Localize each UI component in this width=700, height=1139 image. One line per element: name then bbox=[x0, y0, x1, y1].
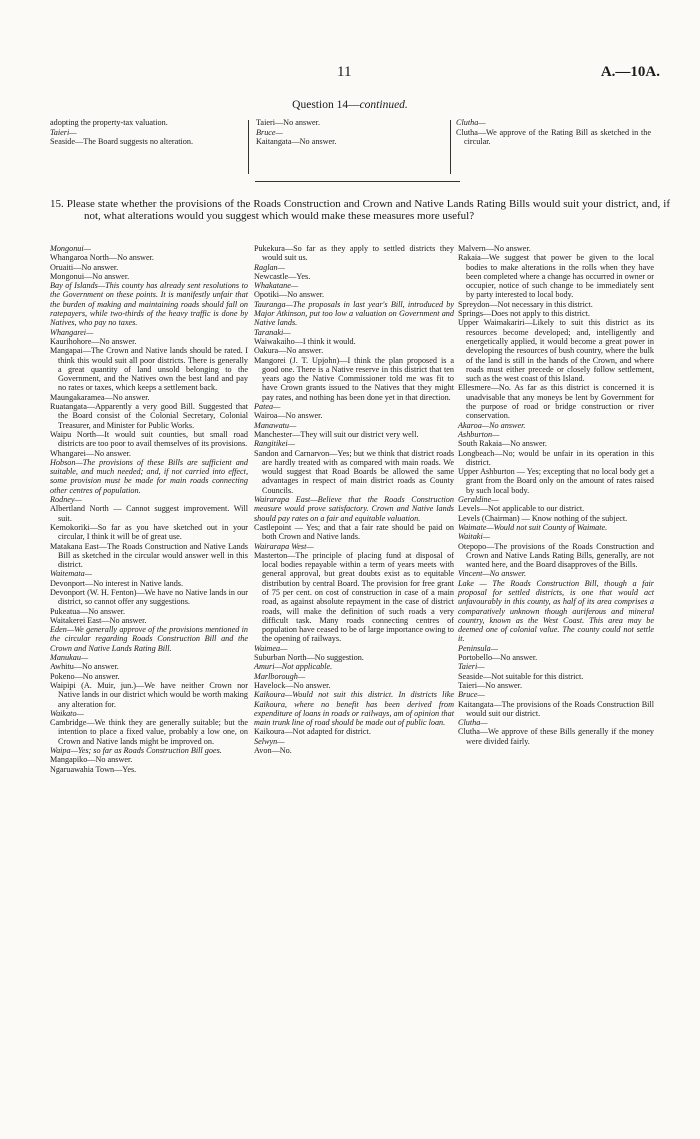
district-heading: Kaikoura—Would not suit this district. In districts like Kaikoura, where no benefit has been derived from expenditure of loans in roads or railways, am of opinion that main trunk line of road should be made out of public loan. bbox=[254, 690, 454, 728]
district-heading: Hobson—The provisions of these Bills are sufficient and suitable, and much needed; and, if not carried into effect, some provision must be made for main roads connecting other centres of population. bbox=[50, 457, 248, 495]
district-entry: Awhitu—No answer. bbox=[50, 662, 119, 672]
district-entry: Malvern—No answer. bbox=[458, 244, 531, 253]
district-heading: Mongonui— bbox=[50, 244, 91, 253]
district-entry: Opotiki—No answer. bbox=[254, 290, 325, 300]
district-heading: Tauranga—The proposals in last year's Bill, introduced by Major Atkinson, put too low a valuation on Government and Native lands. bbox=[254, 299, 454, 328]
district-heading: Vincent—No answer. bbox=[458, 569, 527, 579]
district-entry: Ruatangata—Apparently a very good Bill. Suggested that the Board consist of the Colonial Secretary, Colonial Treasurer, and Minister for Public Works. bbox=[50, 402, 248, 430]
district-entry: Taieri—No answer. bbox=[256, 118, 320, 127]
district-heading: Waikato— bbox=[50, 708, 84, 718]
district-entry: Whangarei—No answer. bbox=[50, 448, 131, 458]
district-entry: Suburban North—No suggestion. bbox=[254, 653, 364, 663]
district-heading: Clutha— bbox=[458, 718, 488, 728]
question-14-title: Question 14— bbox=[292, 99, 360, 111]
q14-column-3 bbox=[456, 118, 651, 147]
q14-column-2 bbox=[256, 118, 446, 147]
district-entry: Kaurihohore—No answer. bbox=[50, 336, 137, 346]
district-entry: South Rakaia—No answer. bbox=[458, 439, 547, 449]
district-heading: Waitaki— bbox=[458, 532, 490, 542]
q14-divider-2 bbox=[450, 120, 451, 174]
district-entry: Kaikoura—Not adapted for district. bbox=[254, 727, 371, 737]
district-entry: Ngaruawahia Town—Yes. bbox=[50, 764, 137, 774]
district-heading: Waimate—Would not suit County of Waimate. bbox=[458, 522, 608, 532]
district-entry: Spreydon—Not necessary in this district. bbox=[458, 299, 593, 309]
district-heading: Wairarapa East—Believe that the Roads Construction measure would prove satisfactory. Crown and Native lands should pay rates on a fair and equitable valuation. bbox=[254, 495, 454, 523]
section-divider bbox=[255, 181, 460, 182]
district-heading: Bay of Islands—This county has already sent resolutions to the Government on these points. It is manifestly unfair that the burden of making and maintaining roads should fall on ratepayers, while two-thirds of the heavy traffic is done by Natives, who pay no taxes. bbox=[50, 281, 248, 328]
district-entry: Mangorei (J. T. Upjohn)—I think the plan proposed is a good one. There is a Native reserve in this district that ten years ago the Native Commissioner told me was fit to have Crown grants issued to the Natives that they might pay rates, and nothing has been done yet in that direction. bbox=[254, 355, 454, 402]
district-heading: Whakatane— bbox=[254, 281, 299, 291]
district-entry: Devonport—No interest in Native lands. bbox=[50, 578, 184, 588]
district-heading: Taranaki— bbox=[254, 327, 291, 337]
district-entry: Portobello—No answer. bbox=[458, 653, 538, 663]
district-entry: Oruaiti—No answer. bbox=[50, 262, 119, 272]
q14-divider-1 bbox=[248, 120, 249, 174]
district-heading: Patea— bbox=[254, 402, 281, 412]
district-heading: Rodney— bbox=[50, 495, 82, 505]
district-entry: Springs—Does not apply to this district. bbox=[458, 309, 590, 319]
district-entry: Levels (Chairman) — Know nothing of the subject. bbox=[458, 513, 628, 523]
document-code: A.—10A. bbox=[600, 64, 660, 80]
district-entry: Pukekura—So far as they apply to settled districts they would suit us. bbox=[254, 244, 454, 263]
district-entry: Masterton—The principle of placing fund at disposal of local bodies repayable within a term of years meets with general approval, but great doubts exist as to equitable distribution by central Board. The provision for free grant of 75 per cent. on cost of construction in case of a main road, as against absolute repayment in the case of district roads, will make the definition of such roads a very difficult task. Many roads connecting centres of population have ceased to be of large importance owing to the opening of railways. bbox=[254, 550, 454, 644]
district-entry: Matakana East—The Roads Construction and Native Lands Bill as sketched in the circular would answer well in this district. bbox=[50, 541, 248, 570]
district-heading: Geraldine— bbox=[458, 495, 499, 505]
district-entry: Longbeach—No; would be unfair in its operation in this district. bbox=[458, 448, 654, 467]
district-entry: Otepopo—The provisions of the Roads Construction and Crown and Native Lands Rating Bills, generally, are not wanted here, and the Board disapproves of the Bills. bbox=[458, 541, 654, 570]
district-entry: Kaitangata—No answer. bbox=[256, 137, 337, 147]
district-heading: Wairarapa West— bbox=[254, 541, 314, 551]
district-entry: Pukeatua—No answer. bbox=[50, 606, 126, 616]
district-heading: Manukau— bbox=[50, 653, 89, 663]
district-heading: Ashburton— bbox=[458, 429, 500, 439]
question-15 bbox=[50, 198, 670, 223]
q15-column-2 bbox=[254, 244, 454, 755]
district-heading: Lake — The Roads Construction Bill, though a fair proposal for settled districts, is one that would act unfavourably in this county, as half of its area comprises a comparatively unknown though auriferous and mineral country, known as the West Coast. This area may be deemed one of colonial value. The county could not settle it. bbox=[458, 578, 654, 644]
district-heading: Eden—We generally approve of the provisions mentioned in the circular regarding Roads Construction Bill and the Crown and Native Lands Rating Bill. bbox=[50, 625, 248, 653]
q15-column-3 bbox=[458, 244, 654, 746]
district-heading: Akaroa—No answer. bbox=[458, 420, 526, 430]
district-entry: Clutha—We approve of the Rating Bill as sketched in the circular. bbox=[456, 127, 651, 147]
question-14-heading bbox=[0, 99, 700, 111]
district-entry: Oakura—No answer. bbox=[254, 346, 324, 356]
district-entry: Upper Ashburton — Yes; excepting that no local body get a grant from the Board only on the amount of rates raised by such local body. bbox=[458, 467, 654, 495]
q14-column-1 bbox=[50, 118, 242, 147]
district-heading: Amuri—Not applicable. bbox=[254, 662, 333, 672]
district-entry: Mongonui—No answer. bbox=[50, 271, 130, 281]
district-heading: Clutha— bbox=[456, 118, 486, 127]
district-entry: Kemokoriki—So far as you have sketched out in your circular, I think it will be of great use. bbox=[50, 522, 248, 542]
district-entry: Mangapai—The Crown and Native lands should be rated. I think this would suit all poor districts. There is generally a great quantity of land unsold belonging to the Government, and the Natives own the best land and pay no rates or taxes, which keeps a settlement back. bbox=[50, 346, 248, 393]
question-15-text: 15. Please state whether the provisions of the Roads Construction and Crown and Native Lands Rating Bills would suit your district, and, if not, what alterations would you suggest which would make these measures more useful? bbox=[50, 198, 670, 223]
district-heading: Manawatu— bbox=[254, 420, 297, 430]
district-entry: Seaside—Not suitable for this district. bbox=[458, 671, 584, 681]
district-entry: Waipu North—It would suit counties, but small road districts are too poor to avail themselves of its provisions. bbox=[50, 429, 248, 449]
district-entry: Mangapiko—No answer. bbox=[50, 755, 133, 765]
district-heading: Taieri— bbox=[50, 127, 77, 137]
district-entry: Castlepoint — Yes; and that a fair rate should be paid on both Crown and Native lands. bbox=[254, 522, 454, 542]
district-entry: Manchester—They will suit our district very well. bbox=[254, 429, 419, 439]
district-entry: Waipipi (A. Muir, jun.)—We have neither Crown nor Native lands in our district which would be worth making any alteration for. bbox=[50, 680, 248, 709]
district-entry: Levels—Not applicable to our district. bbox=[458, 504, 585, 514]
district-entry: Devonport (W. H. Fenton)—We have no Native lands in our district, so cannot offer any suggestions. bbox=[50, 587, 248, 607]
district-entry: Whangaroa North—No answer. bbox=[50, 253, 154, 263]
district-entry: Maungakaramea—No answer. bbox=[50, 392, 150, 402]
district-heading: Whangarei— bbox=[50, 327, 94, 337]
district-entry: Avon—No. bbox=[254, 746, 292, 756]
district-heading: Bruce— bbox=[256, 127, 283, 137]
district-entry: Upper Waimakariri—Likely to suit this district as its resources become developed; and, intelligently and energetically applied, it would become a great power in developing the resources of bush country, where the bulk of the land is still in the hands of the Crown, and where roads must either precede or closely follow settlement, such as the west coast of this Island. bbox=[458, 318, 654, 384]
district-entry: Havelock—No answer. bbox=[254, 680, 331, 690]
district-heading: Selwyn— bbox=[254, 736, 285, 746]
district-heading: Waimea— bbox=[254, 643, 288, 653]
district-entry: Albertland North — Cannot suggest improvement. Will suit. bbox=[50, 504, 248, 523]
district-entry: Sandon and Carnarvon—Yes; but we think that district roads are hardly treated with as compared with main roads. We would suggest that Road Boards be allowed the same advantages in respect of main district roads as County Councils. bbox=[254, 448, 454, 495]
page-number: 11 bbox=[337, 64, 352, 80]
district-entry: Ellesmere—No. As far as this district is concerned it is unadvisable that any moneys be lent by Government for the purpose of road or bridge construction or river conservation. bbox=[458, 383, 654, 421]
district-heading: Waitemata— bbox=[50, 569, 92, 579]
district-heading: Taieri— bbox=[458, 662, 485, 672]
district-entry: Waiwakaiho—I think it would. bbox=[254, 336, 356, 346]
district-heading: Marlborough— bbox=[254, 671, 306, 681]
q15-column-1 bbox=[50, 244, 248, 774]
district-entry: Seaside—The Board suggests no alteration. bbox=[50, 137, 194, 147]
district-heading: Waipa—Yes; so far as Roads Construction Bill goes. bbox=[50, 746, 222, 756]
district-entry: Wairoa—No answer. bbox=[254, 411, 323, 421]
district-heading: Peninsula— bbox=[458, 643, 499, 653]
district-entry: Waitakerei East—No answer. bbox=[50, 615, 147, 625]
district-entry: Taieri—No answer. bbox=[458, 680, 522, 690]
district-entry: Cambridge—We think they are generally suitable; but the intention to place a fixed value, probably a low one, on Crown and Native lands might be improved on. bbox=[50, 718, 248, 746]
district-entry: Pokeno—No answer. bbox=[50, 671, 120, 681]
district-heading: Bruce— bbox=[458, 690, 485, 700]
district-entry: adopting the property-tax valuation. bbox=[50, 118, 168, 127]
district-entry: Rakaia—We suggest that power be given to the local bodies to make alterations in the rolls when they have been completed where a change has occurred in owner or occupier, notice of such change to be immediately sent by party interested to local body. bbox=[458, 253, 654, 300]
district-heading: Rangitikei— bbox=[254, 439, 295, 449]
district-entry: Newcastle—Yes. bbox=[254, 271, 311, 281]
question-14-continued: continued. bbox=[359, 99, 408, 111]
district-heading: Raglan— bbox=[254, 262, 285, 272]
district-entry: Kaitangata—The provisions of the Roads Construction Bill would suit our district. bbox=[458, 699, 654, 718]
district-entry: Clutha—We approve of these Bills generally if the money were divided fairly. bbox=[458, 727, 654, 746]
